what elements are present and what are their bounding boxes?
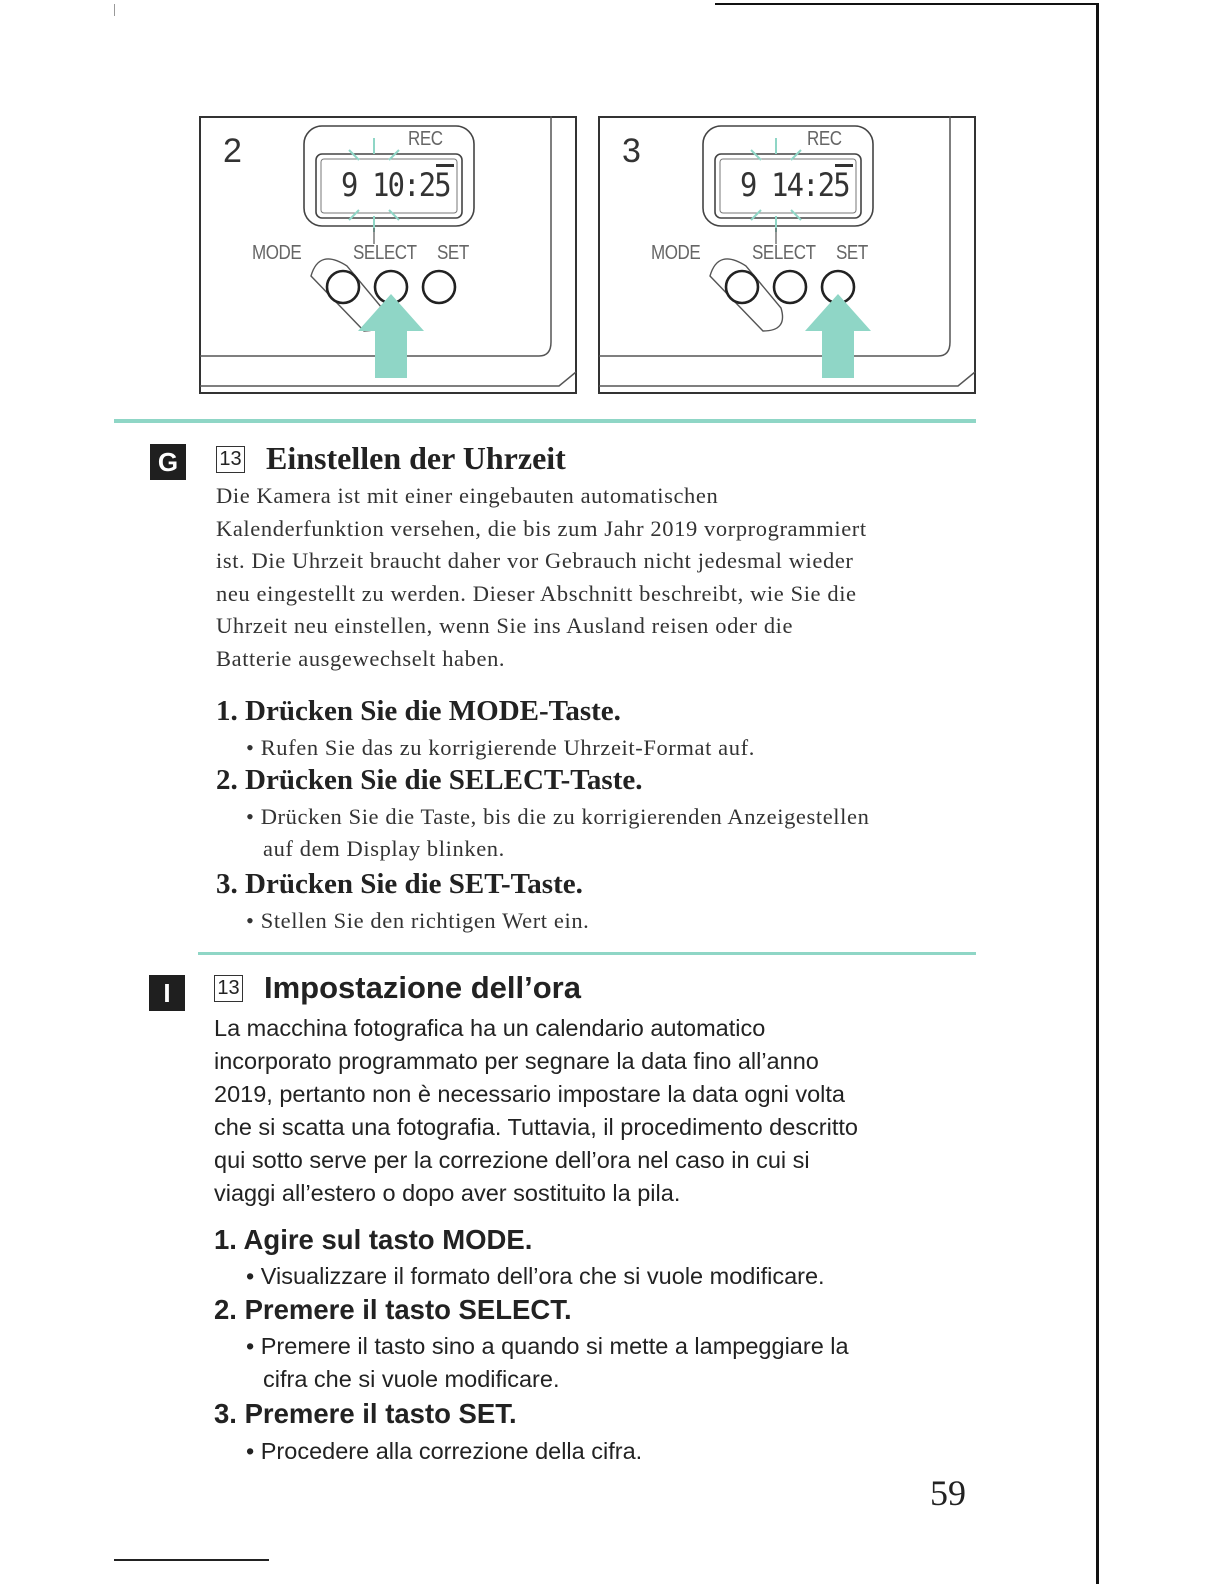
intro-line: Kalenderfunktion versehen, die bis zum Jahr 2019 vorprogrammiert bbox=[216, 515, 867, 541]
page-edge-bottom bbox=[114, 1559, 269, 1561]
intro-line: neu eingestellt zu werden. Dieser Abschnitt beschreibt, wie Sie die bbox=[216, 580, 857, 606]
step-heading: 1. Agire sul tasto MODE. bbox=[214, 1224, 533, 1255]
step-heading: 1. Drücken Sie die MODE-Taste. bbox=[216, 695, 621, 727]
bullet-text: • Visualizzare il formato dell’ora che si vuole modificare. bbox=[246, 1263, 825, 1289]
figure-step-number: 3 bbox=[622, 132, 641, 170]
intro-line: La macchina fotografica ha un calendario automatico bbox=[214, 1015, 766, 1041]
bullet-text: • Rufen Sie das zu korrigierende Uhrzeit-Format auf. bbox=[246, 735, 755, 760]
step-bullet bbox=[246, 905, 976, 937]
bullet-text: • Drücken Sie die Taste, bis die zu korrigierenden Anzeigestellen bbox=[246, 804, 870, 829]
lcd-time: 9 10:25 bbox=[341, 166, 450, 204]
intro-line: Uhrzeit neu einstellen, wenn Sie ins Ausland reisen oder die bbox=[216, 613, 794, 638]
select-button-label: SELECT bbox=[353, 242, 417, 264]
figure-step-3 bbox=[598, 116, 976, 394]
figure-step-number: 2 bbox=[223, 132, 242, 170]
section-divider bbox=[198, 952, 976, 955]
figure-step-2 bbox=[199, 116, 577, 394]
lcd-time: 9 14:25 bbox=[740, 166, 849, 204]
section-number: 13 bbox=[216, 446, 245, 473]
bullet-continuation: auf dem Display blinken. bbox=[263, 836, 505, 861]
rec-label: REC bbox=[807, 128, 842, 150]
page-edge-mark bbox=[114, 4, 115, 16]
step-bullet bbox=[246, 801, 976, 865]
mode-button-label: MODE bbox=[651, 242, 701, 264]
intro-line: viaggi all’estero o dopo aver sostituito la pila. bbox=[214, 1180, 681, 1206]
section-divider bbox=[114, 419, 976, 423]
step-bullet bbox=[246, 1260, 976, 1293]
step-heading: 2. Drücken Sie die SELECT-Taste. bbox=[216, 764, 643, 796]
page-edge-top bbox=[715, 3, 1098, 5]
mode-button-label: MODE bbox=[252, 242, 302, 264]
page-number: 59 bbox=[930, 1473, 966, 1513]
intro-line: ist. Die Uhrzeit braucht daher vor Gebrauch nicht jedesmal wieder bbox=[216, 548, 854, 573]
step-bullet bbox=[246, 1330, 976, 1396]
step-heading: 3. Drücken Sie die SET-Taste. bbox=[216, 868, 583, 900]
bullet-continuation: cifra che si vuole modificare. bbox=[263, 1366, 560, 1392]
rec-label: REC bbox=[408, 128, 443, 150]
page-edge-right bbox=[1096, 3, 1099, 1584]
intro-paragraph-german bbox=[216, 480, 976, 675]
section-number: 13 bbox=[214, 975, 243, 1002]
intro-line: Batterie ausgewechselt haben. bbox=[216, 645, 506, 671]
language-badge-italian: I bbox=[149, 975, 185, 1011]
set-button-label: SET bbox=[437, 242, 469, 264]
language-badge-german: G bbox=[150, 444, 186, 480]
intro-line: incorporato programmato per segnare la data fino all’anno bbox=[214, 1048, 819, 1074]
section-title-italian: Impostazione dell’ora bbox=[264, 970, 581, 1005]
intro-line: qui sotto serve per la correzione dell’ora nel caso in cui si bbox=[214, 1147, 810, 1173]
bullet-text: • Premere il tasto sino a quando si mette a lampeggiare la bbox=[246, 1333, 849, 1359]
step-bullet bbox=[246, 1435, 976, 1468]
intro-line: 2019, pertanto non è necessario impostare la data ogni volta bbox=[214, 1081, 846, 1107]
set-button-label: SET bbox=[836, 242, 868, 264]
arrow-to-set bbox=[805, 294, 871, 378]
step-heading: 2. Premere il tasto SELECT. bbox=[214, 1294, 572, 1325]
intro-line: che si scatta una fotografia. Tuttavia, il procedimento descritto bbox=[214, 1114, 858, 1140]
intro-paragraph-italian bbox=[214, 1012, 984, 1210]
section-title-german: Einstellen der Uhrzeit bbox=[266, 440, 566, 476]
step-heading: 3. Premere il tasto SET. bbox=[214, 1398, 517, 1429]
select-button-label: SELECT bbox=[752, 242, 816, 264]
intro-line: Die Kamera ist mit einer eingebauten automatischen bbox=[216, 483, 719, 508]
step-bullet bbox=[246, 732, 976, 764]
bullet-text: • Stellen Sie den richtigen Wert ein. bbox=[246, 908, 590, 933]
bullet-text: • Procedere alla correzione della cifra. bbox=[246, 1438, 643, 1464]
arrow-to-select bbox=[358, 294, 424, 378]
